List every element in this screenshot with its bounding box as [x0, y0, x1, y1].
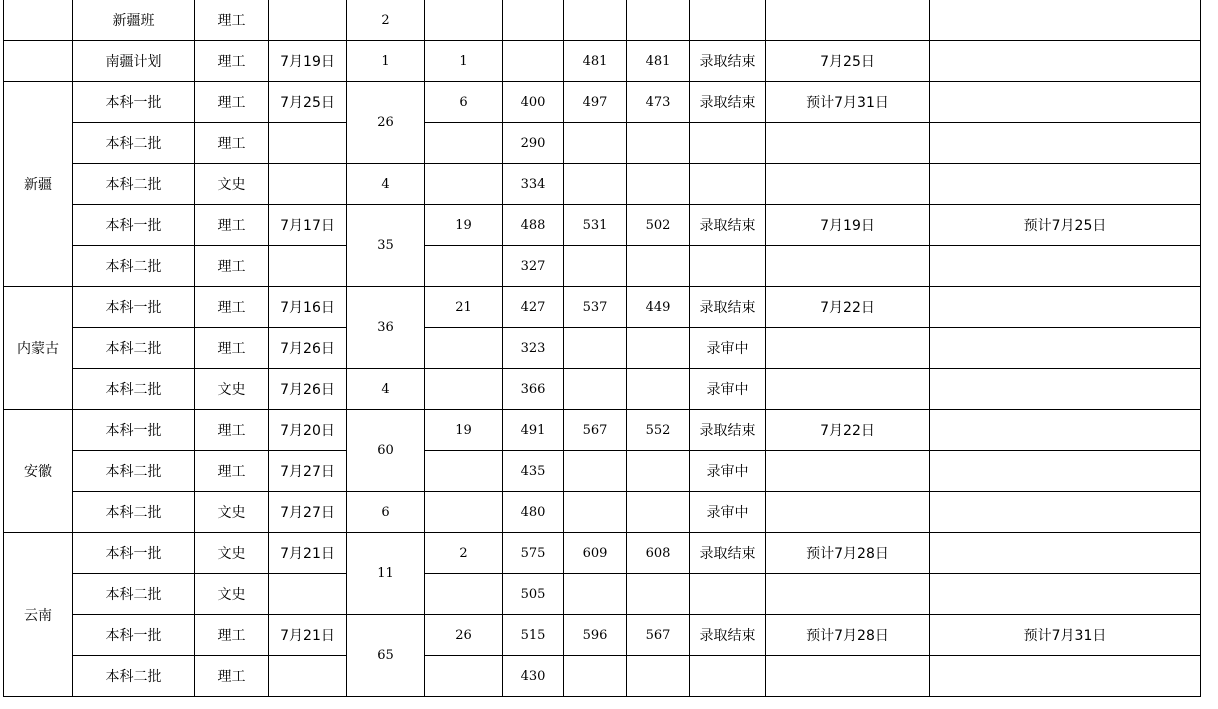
- min-score-cell: 449: [627, 287, 690, 328]
- notice-date-cell: [930, 656, 1201, 697]
- table-row: [4, 656, 1201, 697]
- end-date-cell: [766, 0, 930, 41]
- plan-cell: [425, 0, 503, 41]
- max-score-cell: 609: [564, 533, 627, 574]
- category-cell: 文史: [195, 164, 269, 205]
- control-line-cell: 480: [503, 492, 564, 533]
- start-date-cell: 7月26日: [269, 369, 347, 410]
- end-date-cell: [766, 451, 930, 492]
- plan-total-cell: 6: [347, 492, 425, 533]
- province-cell: 云南: [4, 533, 73, 697]
- status-cell: 录取结束: [690, 410, 766, 451]
- table-row: [4, 287, 1201, 328]
- max-score-cell: [564, 123, 627, 164]
- plan-cell: 21: [425, 287, 503, 328]
- min-score-cell: [627, 492, 690, 533]
- batch-cell: 南疆计划: [73, 41, 195, 82]
- status-cell: [690, 164, 766, 205]
- notice-date-cell: [930, 410, 1201, 451]
- control-line-cell: 575: [503, 533, 564, 574]
- max-score-cell: [564, 574, 627, 615]
- batch-cell: 本科二批: [73, 369, 195, 410]
- notice-date-cell: [930, 533, 1201, 574]
- start-date-cell: [269, 656, 347, 697]
- control-line-cell: 435: [503, 451, 564, 492]
- batch-cell: 本科一批: [73, 410, 195, 451]
- plan-cell: [425, 123, 503, 164]
- batch-cell: 本科二批: [73, 328, 195, 369]
- plan-total-cell: 35: [347, 205, 425, 287]
- status-cell: 录取结束: [690, 82, 766, 123]
- max-score-cell: [564, 492, 627, 533]
- table-body: [4, 0, 1201, 697]
- notice-date-cell: [930, 287, 1201, 328]
- plan-cell: [425, 451, 503, 492]
- notice-date-cell: [930, 574, 1201, 615]
- max-score-cell: 481: [564, 41, 627, 82]
- min-score-cell: [627, 369, 690, 410]
- notice-date-cell: [930, 123, 1201, 164]
- max-score-cell: 531: [564, 205, 627, 246]
- end-date-cell: [766, 164, 930, 205]
- notice-date-cell: 预计7月31日: [930, 615, 1201, 656]
- end-date-cell: 7月25日: [766, 41, 930, 82]
- start-date-cell: 7月27日: [269, 492, 347, 533]
- category-cell: 理工: [195, 205, 269, 246]
- plan-total-cell: 36: [347, 287, 425, 369]
- status-cell: 录取结束: [690, 205, 766, 246]
- table-row: [4, 246, 1201, 287]
- end-date-cell: 7月19日: [766, 205, 930, 246]
- max-score-cell: 537: [564, 287, 627, 328]
- table-row: [4, 41, 1201, 82]
- table-row: [4, 82, 1201, 123]
- plan-cell: [425, 574, 503, 615]
- end-date-cell: [766, 492, 930, 533]
- plan-total-cell: 1: [347, 41, 425, 82]
- status-cell: [690, 123, 766, 164]
- control-line-cell: 427: [503, 287, 564, 328]
- category-cell: 理工: [195, 0, 269, 41]
- province-cell: [4, 41, 73, 82]
- start-date-cell: [269, 574, 347, 615]
- batch-cell: 本科二批: [73, 492, 195, 533]
- end-date-cell: [766, 369, 930, 410]
- start-date-cell: 7月17日: [269, 205, 347, 246]
- max-score-cell: 596: [564, 615, 627, 656]
- end-date-cell: 7月22日: [766, 410, 930, 451]
- status-cell: 录取结束: [690, 287, 766, 328]
- status-cell: [690, 574, 766, 615]
- plan-cell: [425, 369, 503, 410]
- batch-cell: 本科一批: [73, 287, 195, 328]
- plan-cell: [425, 246, 503, 287]
- end-date-cell: [766, 328, 930, 369]
- start-date-cell: [269, 123, 347, 164]
- table-row: [4, 451, 1201, 492]
- min-score-cell: 552: [627, 410, 690, 451]
- plan-cell: 19: [425, 205, 503, 246]
- plan-cell: 2: [425, 533, 503, 574]
- plan-cell: [425, 328, 503, 369]
- table-row: [4, 123, 1201, 164]
- notice-date-cell: [930, 492, 1201, 533]
- start-date-cell: [269, 246, 347, 287]
- start-date-cell: 7月21日: [269, 615, 347, 656]
- notice-date-cell: [930, 82, 1201, 123]
- plan-total-cell: 60: [347, 410, 425, 492]
- control-line-cell: 366: [503, 369, 564, 410]
- status-cell: 录取结束: [690, 615, 766, 656]
- control-line-cell: 334: [503, 164, 564, 205]
- category-cell: 理工: [195, 410, 269, 451]
- min-score-cell: [627, 656, 690, 697]
- start-date-cell: 7月16日: [269, 287, 347, 328]
- batch-cell: 本科一批: [73, 533, 195, 574]
- min-score-cell: 567: [627, 615, 690, 656]
- start-date-cell: 7月20日: [269, 410, 347, 451]
- notice-date-cell: [930, 41, 1201, 82]
- province-cell: 内蒙古: [4, 287, 73, 410]
- category-cell: 理工: [195, 656, 269, 697]
- status-cell: 录审中: [690, 451, 766, 492]
- status-cell: [690, 656, 766, 697]
- plan-total-cell: 2: [347, 0, 425, 41]
- end-date-cell: [766, 574, 930, 615]
- table-row: [4, 0, 1201, 41]
- notice-date-cell: 预计7月25日: [930, 205, 1201, 246]
- max-score-cell: [564, 0, 627, 41]
- status-cell: 录审中: [690, 492, 766, 533]
- control-line-cell: 505: [503, 574, 564, 615]
- batch-cell: 本科二批: [73, 574, 195, 615]
- notice-date-cell: [930, 164, 1201, 205]
- start-date-cell: 7月26日: [269, 328, 347, 369]
- min-score-cell: 481: [627, 41, 690, 82]
- max-score-cell: [564, 164, 627, 205]
- min-score-cell: [627, 451, 690, 492]
- batch-cell: 本科二批: [73, 656, 195, 697]
- category-cell: 理工: [195, 615, 269, 656]
- control-line-cell: 327: [503, 246, 564, 287]
- control-line-cell: 400: [503, 82, 564, 123]
- province-cell: 新疆: [4, 82, 73, 287]
- category-cell: 理工: [195, 287, 269, 328]
- plan-cell: 19: [425, 410, 503, 451]
- notice-date-cell: [930, 451, 1201, 492]
- table-row: [4, 164, 1201, 205]
- status-cell: [690, 0, 766, 41]
- table-row: [4, 492, 1201, 533]
- category-cell: 文史: [195, 533, 269, 574]
- status-cell: 录审中: [690, 369, 766, 410]
- control-line-cell: [503, 0, 564, 41]
- start-date-cell: 7月27日: [269, 451, 347, 492]
- status-cell: 录取结束: [690, 41, 766, 82]
- end-date-cell: [766, 123, 930, 164]
- min-score-cell: [627, 123, 690, 164]
- table-row: [4, 615, 1201, 656]
- plan-total-cell: 4: [347, 369, 425, 410]
- status-cell: [690, 246, 766, 287]
- category-cell: 理工: [195, 123, 269, 164]
- start-date-cell: [269, 164, 347, 205]
- batch-cell: 本科二批: [73, 451, 195, 492]
- table-row: [4, 328, 1201, 369]
- batch-cell: 本科二批: [73, 246, 195, 287]
- category-cell: 文史: [195, 574, 269, 615]
- control-line-cell: 290: [503, 123, 564, 164]
- batch-cell: 本科一批: [73, 615, 195, 656]
- plan-cell: 1: [425, 41, 503, 82]
- max-score-cell: 497: [564, 82, 627, 123]
- end-date-cell: 预计7月28日: [766, 615, 930, 656]
- max-score-cell: [564, 656, 627, 697]
- control-line-cell: [503, 41, 564, 82]
- category-cell: 理工: [195, 246, 269, 287]
- batch-cell: 本科一批: [73, 205, 195, 246]
- min-score-cell: [627, 328, 690, 369]
- max-score-cell: 567: [564, 410, 627, 451]
- min-score-cell: 608: [627, 533, 690, 574]
- category-cell: 理工: [195, 328, 269, 369]
- category-cell: 理工: [195, 451, 269, 492]
- batch-cell: 新疆班: [73, 0, 195, 41]
- batch-cell: 本科二批: [73, 123, 195, 164]
- min-score-cell: [627, 164, 690, 205]
- max-score-cell: [564, 369, 627, 410]
- end-date-cell: [766, 246, 930, 287]
- plan-cell: [425, 492, 503, 533]
- batch-cell: 本科一批: [73, 82, 195, 123]
- category-cell: 理工: [195, 82, 269, 123]
- plan-total-cell: 26: [347, 82, 425, 164]
- min-score-cell: [627, 246, 690, 287]
- notice-date-cell: [930, 0, 1201, 41]
- notice-date-cell: [930, 246, 1201, 287]
- start-date-cell: [269, 0, 347, 41]
- max-score-cell: [564, 246, 627, 287]
- plan-total-cell: 11: [347, 533, 425, 615]
- min-score-cell: [627, 574, 690, 615]
- end-date-cell: 预计7月31日: [766, 82, 930, 123]
- batch-cell: 本科二批: [73, 164, 195, 205]
- plan-cell: 26: [425, 615, 503, 656]
- table-row: [4, 205, 1201, 246]
- max-score-cell: [564, 328, 627, 369]
- status-cell: 录取结束: [690, 533, 766, 574]
- start-date-cell: 7月21日: [269, 533, 347, 574]
- min-score-cell: [627, 0, 690, 41]
- end-date-cell: 预计7月28日: [766, 533, 930, 574]
- province-cell: [4, 0, 73, 41]
- table-row: [4, 369, 1201, 410]
- table-row: [4, 574, 1201, 615]
- control-line-cell: 323: [503, 328, 564, 369]
- province-cell: 安徽: [4, 410, 73, 533]
- max-score-cell: [564, 451, 627, 492]
- table-row: [4, 410, 1201, 451]
- plan-total-cell: 4: [347, 164, 425, 205]
- control-line-cell: 491: [503, 410, 564, 451]
- plan-cell: [425, 164, 503, 205]
- control-line-cell: 515: [503, 615, 564, 656]
- min-score-cell: 502: [627, 205, 690, 246]
- plan-total-cell: 65: [347, 615, 425, 697]
- status-cell: 录审中: [690, 328, 766, 369]
- notice-date-cell: [930, 328, 1201, 369]
- category-cell: 文史: [195, 369, 269, 410]
- min-score-cell: 473: [627, 82, 690, 123]
- plan-cell: 6: [425, 82, 503, 123]
- notice-date-cell: [930, 369, 1201, 410]
- control-line-cell: 430: [503, 656, 564, 697]
- start-date-cell: 7月25日: [269, 82, 347, 123]
- category-cell: 文史: [195, 492, 269, 533]
- plan-cell: [425, 656, 503, 697]
- category-cell: 理工: [195, 41, 269, 82]
- table-row: [4, 533, 1201, 574]
- admissions-table: [3, 0, 1201, 697]
- end-date-cell: [766, 656, 930, 697]
- start-date-cell: 7月19日: [269, 41, 347, 82]
- end-date-cell: 7月22日: [766, 287, 930, 328]
- control-line-cell: 488: [503, 205, 564, 246]
